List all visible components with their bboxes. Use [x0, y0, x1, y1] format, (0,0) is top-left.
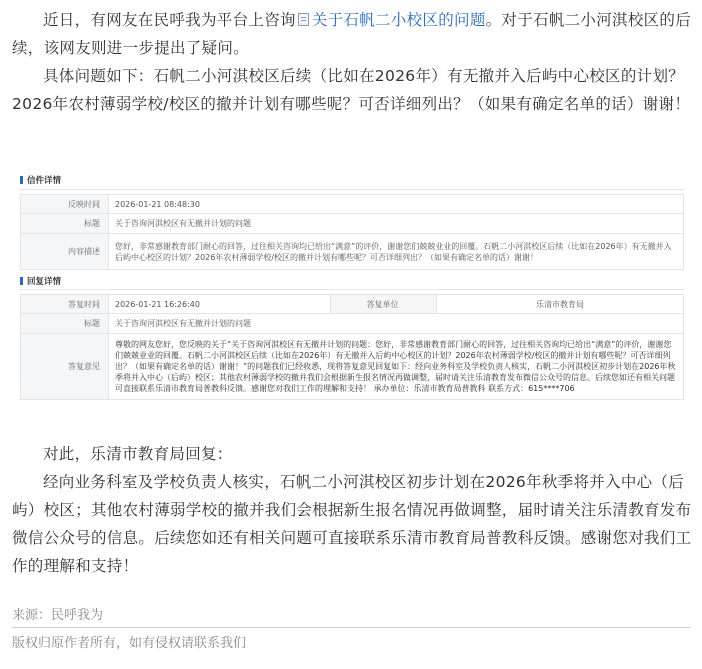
letter-table	[20, 194, 684, 270]
subject-label: 标题	[21, 214, 109, 234]
reply-unit-value: 乐清市教育局	[437, 295, 684, 314]
divider	[20, 289, 684, 290]
reply-table	[20, 294, 684, 400]
reply-subject-value: 关于咨询河淇校区有无撤并计划的问题	[109, 314, 684, 334]
reply-row-time	[21, 295, 684, 314]
time-label: 反映时间	[21, 195, 109, 214]
reply-row-content	[21, 334, 684, 400]
reply-section-title: 回复详情	[20, 276, 61, 288]
reply-time-label: 答复时间	[21, 295, 109, 314]
intro-text: 近日，有网友在民呼我为平台上咨询	[43, 11, 296, 29]
reply-content-value: 尊敬的网友您好，您反映的关于“关于咨询河淇校区有无撤并计划的问题：您好，非常感谢教育部门耐心的回答，过往相关咨询均已给出“满意”的评价，谢谢您们兢兢业业的回覆。石帆二小河淇校区后续（比如在2026年）有无撤并入后屿中心校区的计划？2026年农村薄弱学校/校区的撤并计划有哪些呢？可否详细列出？（如果有确定名单的话）谢谢！”的问题我们已经收悉，现将答复意见回复如下：经向业务科室及学校负责人核实，石帆二小河淇校区初步计划在2026年秋季将并入中心（后屿）校区；其他农村薄弱学校的撤并我们会根据新生报名情况再做调整，届时请关注乐清教育发布微信公众号的信息。后续您如还有相关问题可直接联系乐清市教育局普教科反馈。感谢您对我们工作的理解和支持！ 承办单位：乐清市教育局普教科 联系方式：615****706	[109, 334, 684, 400]
question-link[interactable]: 关于石帆二小校区的问题	[311, 11, 486, 29]
letter-row-time	[21, 195, 684, 214]
letter-screenshot	[20, 172, 684, 402]
subject-value: 关于咨询河淇校区有无撤并计划的问题	[109, 214, 684, 234]
source-text: 来源：民呼我为	[12, 608, 104, 623]
document-icon	[298, 13, 309, 26]
divider	[20, 189, 684, 190]
copyright-text: 版权归原作者所有，如有侵权请联系我们	[12, 636, 247, 651]
reply-content-label: 答复意见	[21, 334, 109, 400]
content-value: 您好，非常感谢教育部门耐心的回答，过往相关咨询均已给出“满意”的评价，谢谢您们兢兢业业的回覆。石帆二小河淇校区后续（比如在2026年）有无撤并入后屿中心校区的计划？2026年农村薄弱学校/校区的撤并计划有哪些呢？可否详细列出？（如果有确定名单的话）谢谢！	[109, 234, 684, 270]
paragraph-intro	[12, 6, 692, 62]
paragraph-reply: 经向业务科室及学校负责人核实，石帆二小河淇校区初步计划在2026年秋季将并入中心（后屿）校区；其他农村薄弱学校的撤并我们会根据新生报名情况再做调整，届时请关注乐清教育发布微信公众号的信息。后续您如还有相关问题可直接联系乐清市教育局普教科反馈。感谢您对我们工作的理解和支持！	[12, 473, 692, 575]
letter-section-title: 信件详情	[20, 175, 61, 187]
footer-divider	[12, 627, 690, 628]
paragraph-reply-intro: 对此，乐清市教育局回复：	[43, 445, 233, 463]
time-value: 2026-01-21 08:48:30	[109, 195, 684, 214]
letter-row-subject	[21, 214, 684, 234]
reply-subject-label: 标题	[21, 314, 109, 334]
intro-text-after: 。对于石帆二小河淇校区的后续，该网友则进一步提出了疑问。	[12, 11, 692, 57]
paragraph-question: 具体问题如下：石帆二小河淇校区后续（比如在2026年）有无撤并入后屿中心校区的计划？2026年农村薄弱学校/校区的撤并计划有哪些呢？可否详细列出？（如果有确定名单的话）谢谢！	[12, 67, 691, 113]
reply-unit-label: 答复单位	[331, 295, 437, 314]
content-label: 内容描述	[21, 234, 109, 270]
reply-time-value: 2026-01-21 16:26:40	[109, 295, 331, 314]
letter-row-content	[21, 234, 684, 270]
reply-row-subject	[21, 314, 684, 334]
